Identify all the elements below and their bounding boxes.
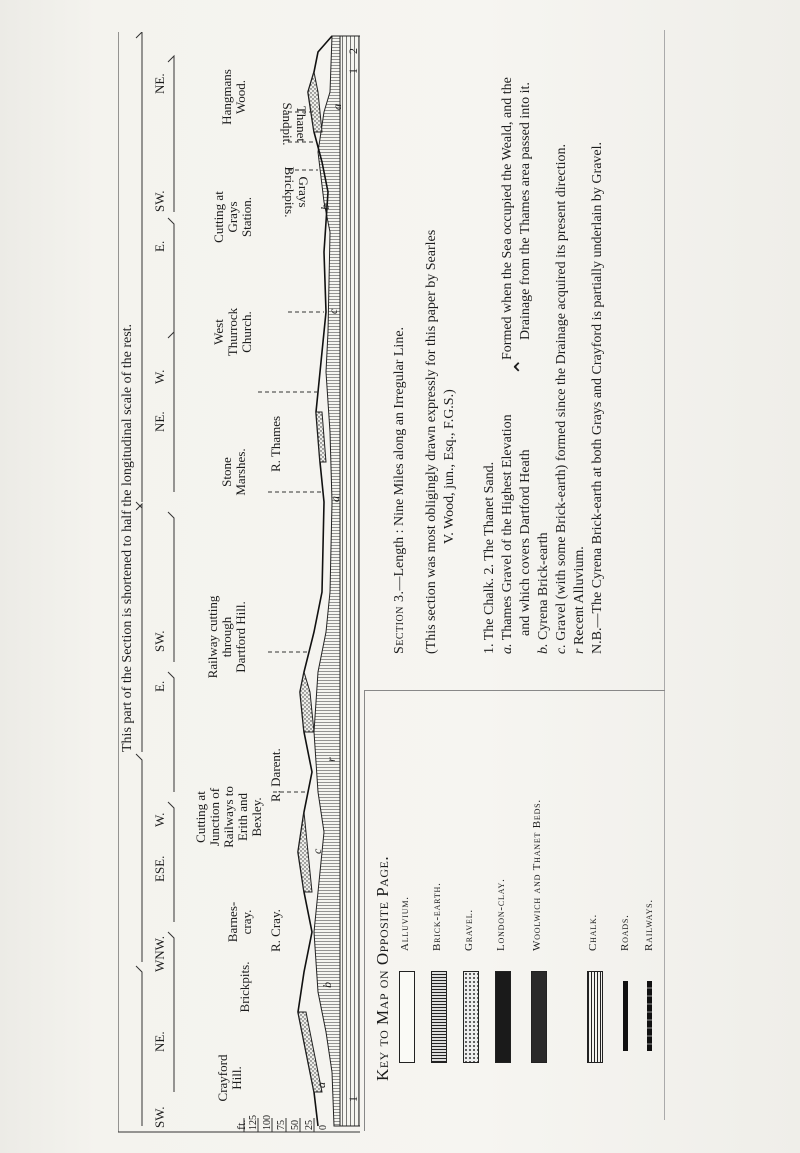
key-label-brickearth: Brick-earth. [431,882,443,951]
direction-label: SW. [152,630,167,652]
explanation-b: b. Cyrena Brick-earth [536,532,551,654]
woolwich-swatch [531,971,547,1063]
key-label-woolwich: Woolwich and Thanet Beds. [531,799,543,951]
location-hangmans-wood: Hangmans Wood. [219,69,248,125]
location-grays-cutting: Cutting at Grays Station. [211,191,254,243]
header-note: This part of the Section is shortened to half the longitudinal scale of the rest. [120,323,135,752]
direction-label: E. [152,680,167,692]
key-label-roads: Roads. [619,914,631,951]
key-label-chalk: Chalk. [587,913,599,951]
direction-label: E. [152,240,167,252]
section-diagram [118,32,360,1136]
location-erith-cutting: Cutting at Junction of Railways to Erith and Bexley. [193,786,264,848]
bed-letter: b [320,982,334,988]
section-caption [372,24,672,674]
direction-label: NE. [152,411,167,432]
scale-tick: 50 [290,1120,301,1130]
bed-letter: r [324,757,338,762]
scale-tick: 75 [276,1120,287,1130]
explanation-a: a. Thames Gravel of the Highest Elevation [500,414,515,654]
credit-line-2: V. Wood, jun., Esq., F.G.S.) [442,389,457,544]
bed-letter: 1 [346,68,360,74]
location-barnescray: Barnes- cray. [225,901,254,943]
scale-unit: ft. [234,1119,248,1130]
label-grays-brickpits: Grays Brickpits. [282,166,311,218]
bed-letter: 2 [346,48,360,54]
gravel-swatch [463,971,479,1063]
river-cray-label: R. Cray. [268,909,283,952]
brickearth-swatch [431,971,447,1063]
river-thames-label: R. Thames [268,415,283,472]
location-stone: Stone Marshes. [219,448,248,496]
location-west-thurrock: West Thurrock Church. [211,307,254,357]
location-crayford: Crayford Hill. [215,1054,244,1102]
alluvium-swatch [399,971,415,1063]
explanation-a-cont: and which covers Dartford Heath [518,449,533,636]
chalk-swatch [587,971,603,1063]
bed-letter: 1 [346,1096,360,1102]
direction-label: ESE. [152,855,167,882]
direction-label: W. [152,369,167,384]
location-brickpits: Brickpits. [237,961,252,1013]
explanation-brace-right-1: Formed when the Sea occupied the Weald, and the [500,77,515,360]
bed-letter: a [328,496,342,502]
bed-letter: a [314,1082,328,1088]
location-dartford-cutting: Railway cutting through Dartford Hill. [205,595,248,679]
direction-label: NE. [152,1031,167,1052]
bed-letter: a [330,104,344,110]
roads-swatch [623,981,628,1051]
scale-tick: 25 [304,1120,315,1130]
explanation-line-1: 1. The Chalk. 2. The Thanet Sand. [482,461,497,654]
explanation-nb: N.B.—The Cyrena Brick-earth at both Grays and Crayford is partially underlain by Gravel. [590,141,605,654]
map-key [364,690,665,1131]
river-darent-label: R. Darent. [268,748,283,802]
direction-label: SW. [152,190,167,212]
scale-tick: 125 [248,1115,259,1130]
key-label-alluvium: Alluvium. [399,896,411,951]
explanation-c: c. Gravel (with some Brick-earth) formed since the Drainage acquired its present direction. [554,143,569,654]
railways-swatch [647,981,652,1051]
bed-letter: c [310,848,324,854]
explanation-brace-right-2: Drainage from the Thames area passed into it. [518,82,533,340]
londonclay-swatch [495,971,511,1063]
direction-label: NE. [152,73,167,94]
key-title: Key to Map on Opposite Page. [373,855,392,1081]
brace-icon: ⌃ [510,357,535,376]
explanation-r: r Recent Alluvium. [572,546,587,654]
bed-letter: c [326,308,340,314]
bed-letter: b [318,204,332,210]
label-thanet-sandpit: Thanet Sandpit. [280,102,309,146]
direction-label: W. [152,812,167,827]
key-label-gravel: Gravel. [463,909,475,951]
scale-tick: 100 [262,1115,273,1130]
direction-label: WNW. [152,936,167,972]
key-label-railways: Railways. [643,899,655,951]
scale-tick: 0 [318,1125,329,1130]
credit-line-1: (This section was most obligingly drawn expressly for this paper by Searles [424,229,439,654]
direction-label: SW. [152,1106,167,1128]
section-title: Section 3.—Length : Nine Miles along an Irregular Line. [392,326,407,654]
key-label-londonclay: London-clay. [495,878,507,951]
